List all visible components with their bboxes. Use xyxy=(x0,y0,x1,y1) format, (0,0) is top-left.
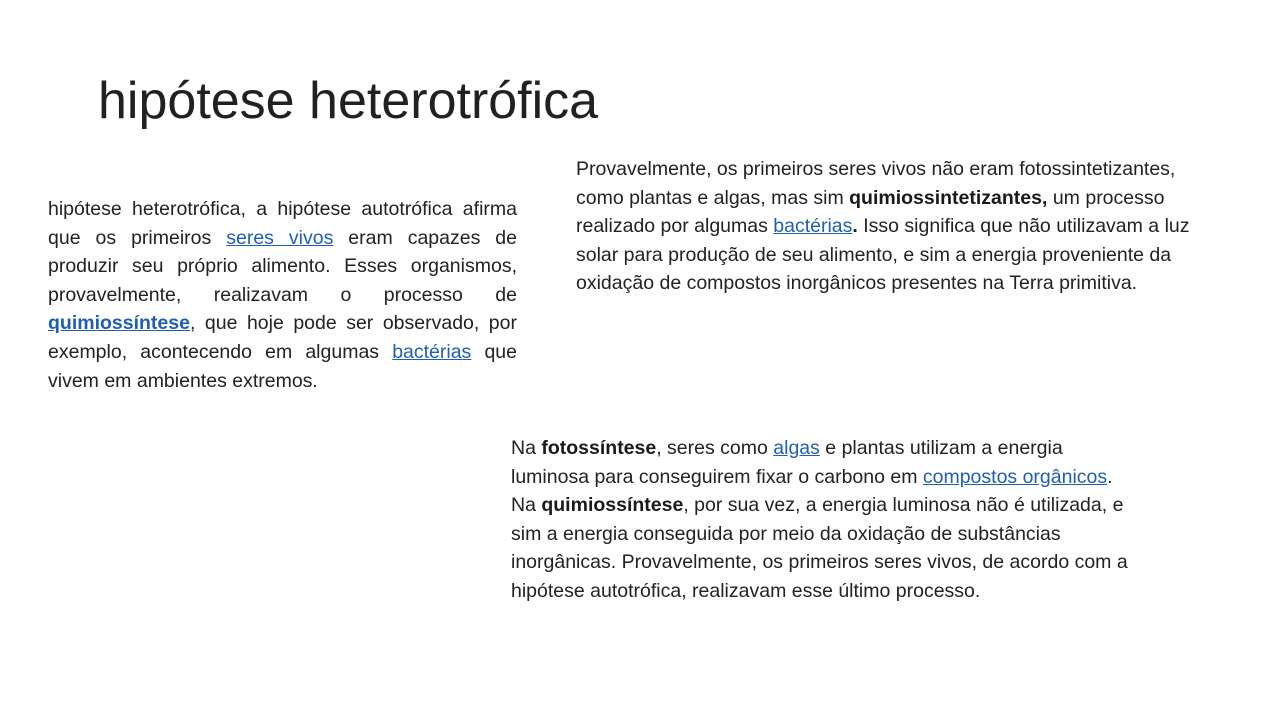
right-top-text-1: Provavelmente, os primeiros seres vivos não eram fotossintetizantes, como plantas e algas, mas sim xyxy=(576,158,1176,209)
right-bottom-text-3: e plantas utilizam a energia luminosa para conseguirem fixar o carbono em xyxy=(511,437,1063,488)
right-bottom-text-4: . Na xyxy=(511,465,1113,517)
right-top-text-2: um processo realizado por algumas xyxy=(576,186,1165,238)
right-top-paragraph xyxy=(576,155,1192,298)
bacterias-link-left[interactable]: bactérias xyxy=(392,340,472,363)
right-top-text-block xyxy=(576,155,1192,298)
right-bottom-text-2: , seres como xyxy=(656,437,774,459)
quimiossintese-bold: quimiossíntese xyxy=(541,494,684,517)
bacterias-link-right[interactable]: bactérias xyxy=(773,215,853,238)
left-text-4: que vivem em ambientes extremos. xyxy=(48,340,517,392)
right-bottom-text-block xyxy=(511,434,1135,606)
left-text-2: eram capazes de produzir seu próprio alimento. Esses organismos, provavelmente, realizavam o processo de xyxy=(48,226,517,306)
left-paragraph xyxy=(48,195,517,395)
right-bottom-text-5: , por sua vez, a energia luminosa não é utilizada, e sim a energia conseguida por meio da oxidação de substâncias inorgânicas. Provavelmente, os primeiros seres vivos, de acordo com a hipótese autotrófica, realizavam esse último processo. xyxy=(511,494,1128,602)
compostos-organicos-link[interactable]: compostos orgânicos xyxy=(922,465,1108,488)
right-bottom-text-1: Na xyxy=(511,437,542,459)
fotossintese-bold: fotossíntese xyxy=(541,437,657,459)
seres-vivos-link[interactable]: seres vivos xyxy=(226,226,334,249)
bold-period: . xyxy=(852,215,858,238)
left-text-3: , que hoje pode ser observado, por exemplo, acontecendo em algumas xyxy=(48,312,517,363)
left-text-1: hipótese heterotrófica, a hipótese autotrófica afirma que os primeiros xyxy=(48,198,517,249)
algas-link[interactable]: algas xyxy=(773,437,820,459)
quimiossintetizantes-bold: quimiossintetizantes, xyxy=(849,186,1048,209)
right-top-text-3: Isso significa que não utilizavam a luz solar para produção de seu alimento, e sim a energia proveniente da oxidação de compostos inorgânicos presentes na Terra primitiva. xyxy=(576,215,1190,295)
quimiossintese-link[interactable]: quimiossíntese xyxy=(48,312,190,335)
slide-title: hipótese heterotrófica xyxy=(98,72,599,130)
left-text-block xyxy=(48,195,517,395)
right-bottom-paragraph xyxy=(511,434,1135,606)
